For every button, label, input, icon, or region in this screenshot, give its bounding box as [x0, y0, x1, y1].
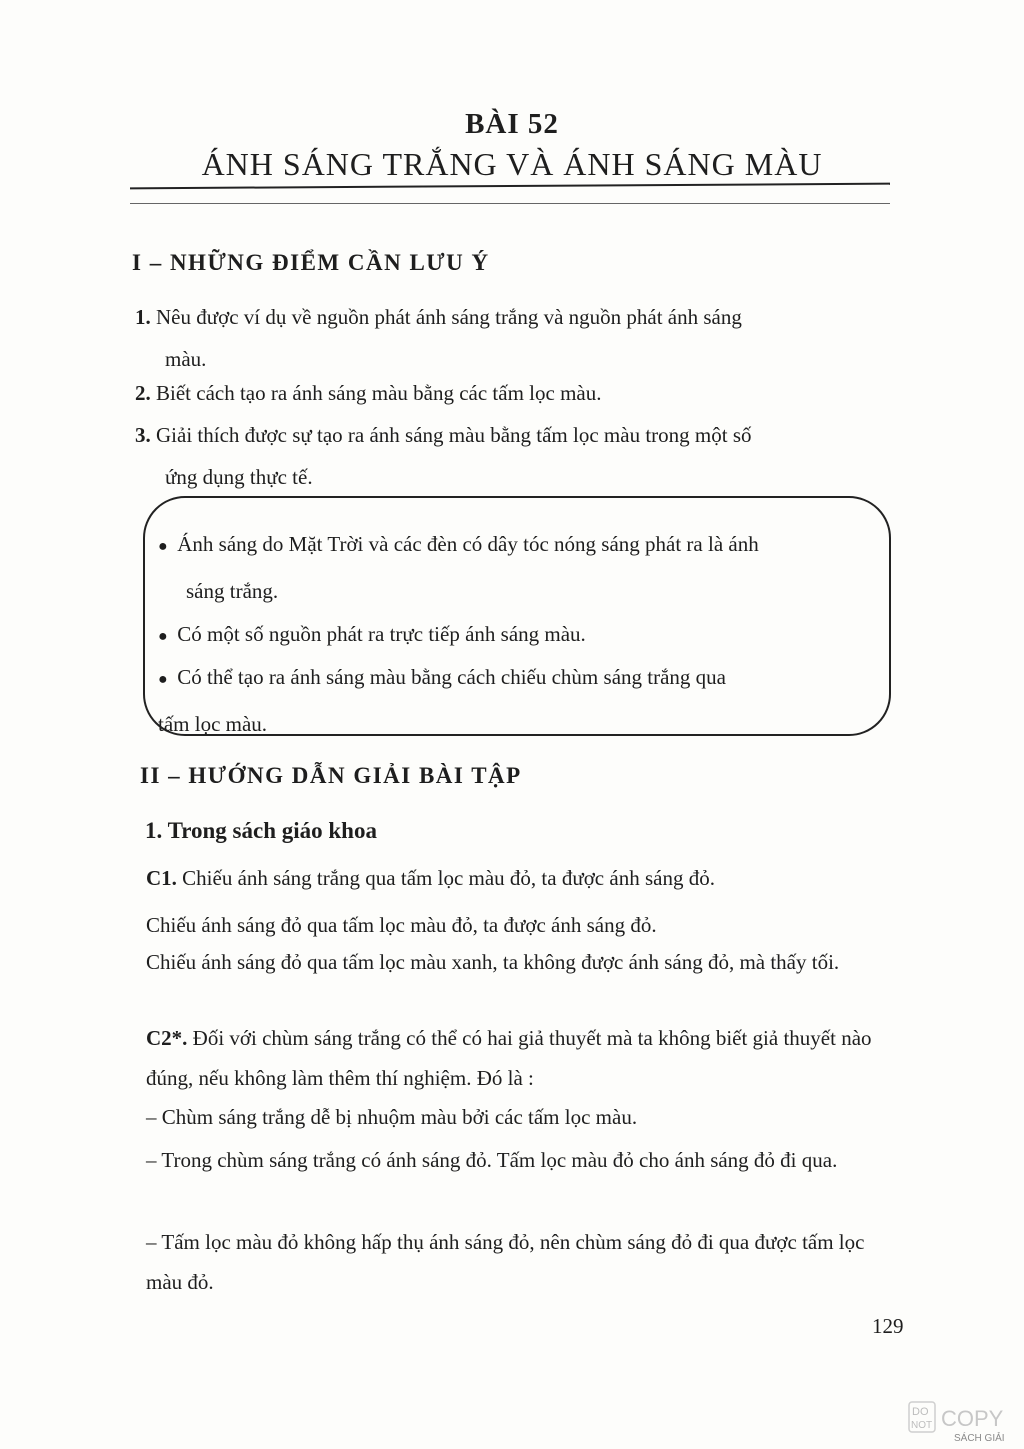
summary-bullet — [158, 522, 878, 613]
item-text-continuation: ứng dụng thực tế. — [165, 465, 313, 489]
page-number: 129 — [872, 1314, 904, 1338]
answer-paragraph — [146, 942, 904, 982]
bullet-text-continuation: tấm lọc màu. — [158, 712, 268, 736]
do-not-copy-stamp-icon — [908, 1400, 1012, 1444]
answer-text: Chiếu ánh sáng đỏ qua tấm lọc màu đỏ, ta được ánh sáng đỏ. — [146, 913, 657, 937]
list-item — [135, 296, 895, 380]
item-text: Giải thích được sự tạo ra ánh sáng màu bằng tấm lọc màu trong một số — [156, 423, 752, 447]
answer-paragraph — [146, 1018, 904, 1098]
subsection-heading: 1. Trong sách giáo khoa — [145, 818, 377, 843]
answer-paragraph — [146, 858, 904, 898]
section-heading-notes: I – NHỮNG ĐIỂM CẦN LƯU Ý — [132, 250, 490, 275]
title-underline-secondary — [130, 203, 890, 204]
lesson-number: BÀI 52 — [465, 108, 559, 140]
bullet-dot-icon: ● — [158, 628, 168, 645]
answer-paragraph — [146, 1222, 904, 1302]
item-number: 1. — [135, 305, 151, 329]
answer-text: – Tấm lọc màu đỏ không hấp thụ ánh sáng đỏ, nên chùm sáng đỏ đi qua được tấm lọc màu đỏ. — [146, 1230, 865, 1294]
item-text-continuation: màu. — [165, 347, 207, 371]
title-underline — [130, 183, 890, 190]
item-number: 3. — [135, 423, 151, 447]
section-heading-exercises: II – HƯỚNG DẪN GIẢI BÀI TẬP — [140, 763, 522, 788]
lesson-title: ÁNH SÁNG TRẮNG VÀ ÁNH SÁNG MÀU — [201, 146, 823, 182]
answer-text: Đối với chùm sáng trắng có thể có hai giả thuyết mà ta không biết giả thuyết nào đúng, nếu không làm thêm thí nghiệm. Đó là : — [146, 1026, 872, 1090]
answer-text: Chiếu ánh sáng đỏ qua tấm lọc màu xanh, ta không được ánh sáng đỏ, mà thấy tối. — [146, 950, 840, 974]
item-text: Nêu được ví dụ về nguồn phát ánh sáng trắng và nguồn phát ánh sáng — [156, 305, 742, 329]
answer-text: – Trong chùm sáng trắng có ánh sáng đỏ. Tấm lọc màu đỏ cho ánh sáng đỏ đi qua. — [146, 1148, 838, 1172]
svg-text:NOT: NOT — [911, 1420, 933, 1431]
summary-bullet — [158, 612, 878, 659]
svg-text:COPY: COPY — [941, 1406, 1004, 1431]
answer-paragraph — [146, 905, 904, 945]
item-number: 2. — [135, 381, 151, 405]
svg-text:SÁCH GIẢI: SÁCH GIẢI — [954, 1433, 1005, 1444]
list-item — [135, 372, 895, 414]
bullet-dot-icon: ● — [158, 538, 168, 555]
answer-paragraph — [146, 1097, 904, 1137]
answer-text: Chiếu ánh sáng trắng qua tấm lọc màu đỏ, ta được ánh sáng đỏ. — [176, 866, 715, 890]
question-label: C2*. — [146, 1026, 188, 1050]
bullet-text: Ánh sáng do Mặt Trời và các đèn có dây tóc nóng sáng phát ra là ánh — [177, 532, 759, 556]
list-item — [135, 414, 895, 498]
answer-text: – Chùm sáng trắng dễ bị nhuộm màu bởi các tấm lọc màu. — [146, 1105, 638, 1129]
item-text: Biết cách tạo ra ánh sáng màu bằng các tấm lọc màu. — [156, 381, 602, 405]
svg-text:DO: DO — [912, 1406, 929, 1418]
bullet-text-continuation: sáng trắng. — [186, 579, 279, 603]
answer-paragraph — [146, 1140, 904, 1180]
bullet-text: Có một số nguồn phát ra trực tiếp ánh sáng màu. — [177, 622, 586, 646]
bullet-text: Có thể tạo ra ánh sáng màu bằng cách chiếu chùm sáng trắng qua — [177, 665, 726, 689]
bullet-dot-icon: ● — [158, 671, 168, 688]
question-label: C1. — [146, 866, 177, 890]
summary-bullet — [158, 655, 878, 746]
